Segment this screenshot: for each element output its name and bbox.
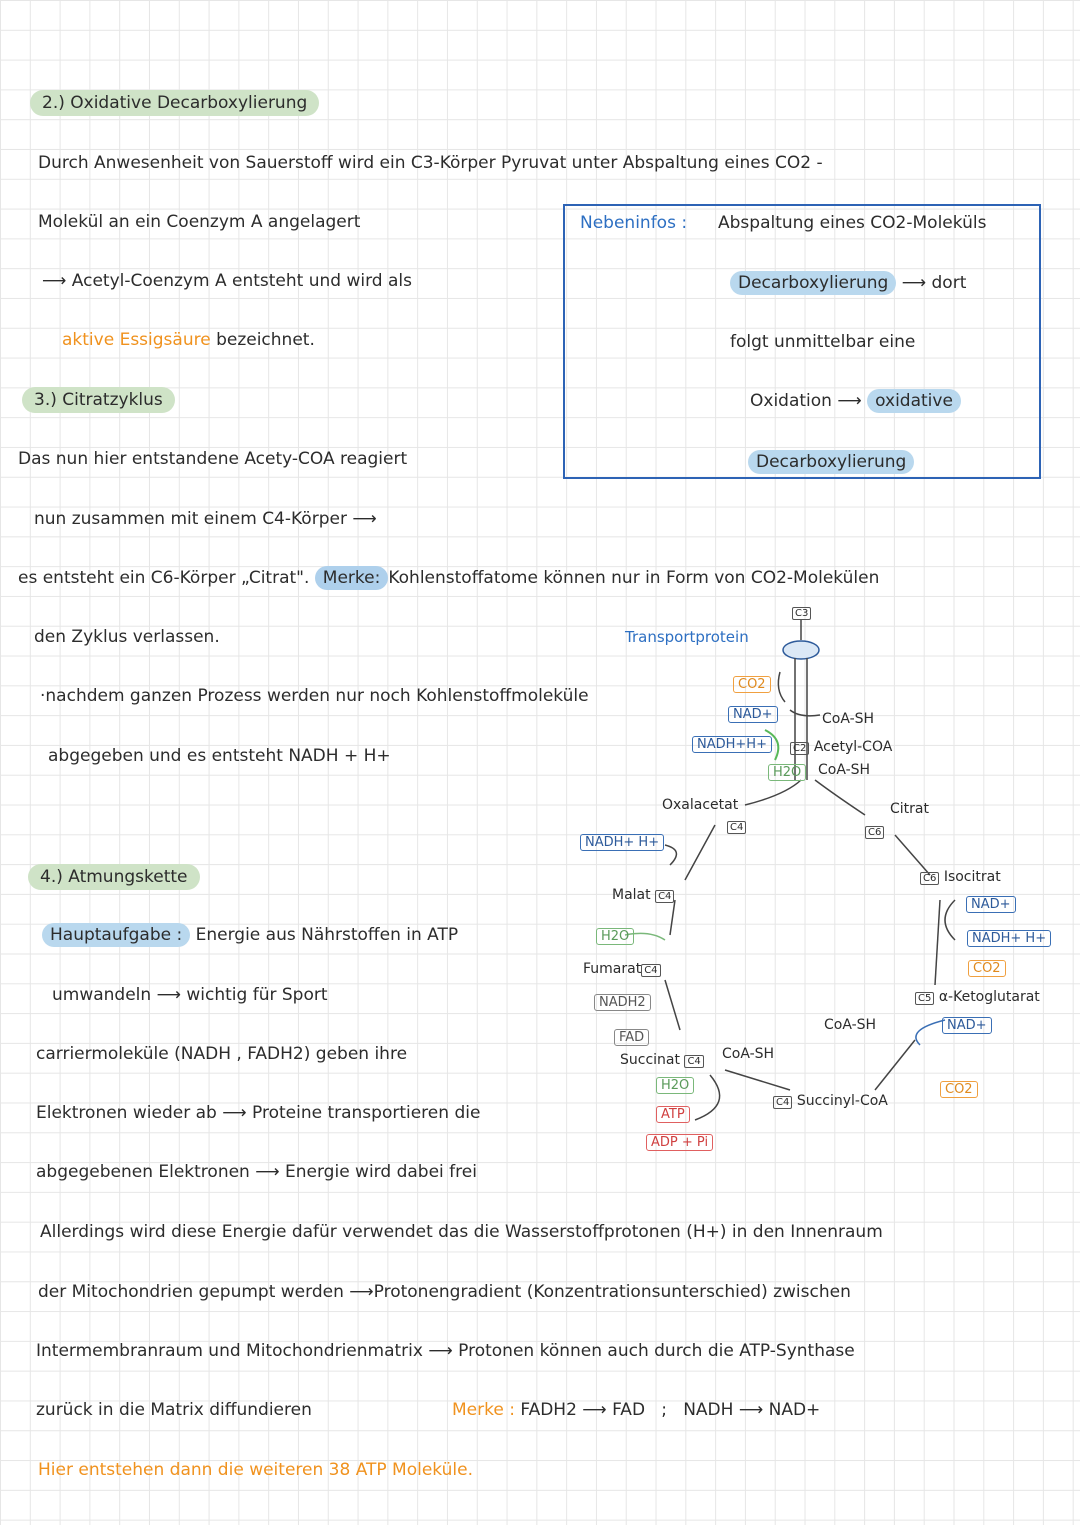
cycle-arrow-malat bbox=[670, 900, 675, 935]
s4-line2: umwandeln ⟶ wichtig für Sport bbox=[52, 985, 328, 1005]
atp-arrow bbox=[695, 1075, 720, 1120]
nad3-arrow bbox=[916, 1020, 945, 1045]
nad2-arrow bbox=[945, 900, 955, 940]
citrate-cycle-diagram bbox=[575, 600, 1080, 1160]
s3-line2: nun zusammen mit einem C4-Körper ⟶ bbox=[34, 509, 377, 529]
s4-line4: Elektronen wieder ab ⟶ Proteine transportieren die bbox=[36, 1103, 481, 1123]
s4-line5: abgegebenen Elektronen ⟶ Energie wird dabei frei bbox=[36, 1162, 477, 1182]
info-line2: Decarboxylierung ⟶ dort bbox=[730, 272, 966, 294]
s4-line3: carriermoleküle (NADH , FADH2) geben ihre bbox=[36, 1044, 408, 1064]
nadh-arrow bbox=[665, 845, 676, 865]
arrow-icon: ⟶ bbox=[42, 271, 72, 291]
cycle-arrow-fumarat bbox=[665, 980, 680, 1030]
cycle-arc-1 bbox=[745, 780, 801, 805]
s4-merke: Merke : FADH2 ⟶ FAD ; NADH ⟶ NAD+ bbox=[452, 1400, 821, 1420]
section3-heading: 3.) Citratzyklus bbox=[22, 389, 175, 411]
transport-channel bbox=[795, 658, 807, 780]
info-line3: folgt unmittelbar eine bbox=[730, 332, 916, 352]
s3-line5: ·nachdem ganzen Prozess werden nur noch Kohlenstoffmoleküle bbox=[40, 686, 589, 706]
cycle-arrow-succoa bbox=[875, 1040, 915, 1090]
s4-line1: Hauptaufgabe : Energie aus Nährstoffen in ATP bbox=[42, 924, 458, 946]
co2-arrow bbox=[778, 672, 785, 702]
s3-line4: den Zyklus verlassen. bbox=[34, 627, 220, 647]
s2-line1: Durch Anwesenheit von Sauerstoff wird ein C3-Körper Pyruvat unter Abspaltung eines CO2 - bbox=[38, 153, 823, 173]
cycle-arc-2 bbox=[815, 780, 865, 815]
section4-heading: 4.) Atmungskette bbox=[28, 866, 200, 888]
cycle-arrow-oxalacetat bbox=[685, 825, 715, 880]
s2-line4: aktive Essigsäure bezeichnet. bbox=[62, 330, 315, 350]
s2-line2: Molekül an ein Coenzym A angelagert bbox=[38, 212, 361, 232]
transport-protein-label: Transportprotein bbox=[625, 628, 749, 646]
s4-line10: Hier entstehen dann die weiteren 38 ATP Moleküle. bbox=[38, 1460, 473, 1480]
info-line5: Decarboxylierung bbox=[748, 451, 914, 473]
info-line4: Oxidation ⟶ oxidative bbox=[750, 390, 961, 412]
s3-line1: Das nun hier entstandene Acety-COA reagiert bbox=[18, 449, 408, 469]
cycle-arrow-succinat bbox=[725, 1070, 790, 1090]
info-line1: Abspaltung eines CO2-Moleküls bbox=[718, 213, 987, 233]
s4-line8: Intermembranraum und Mitochondrienmatrix ⟶ Protonen können auch durch die ATP-Synthase bbox=[36, 1341, 855, 1361]
cycle-arrow-akg bbox=[935, 900, 940, 985]
s4-line6: Allerdings wird diese Energie dafür verwendet das die Wasserstoffprotonen (H+) in den Innenraum bbox=[40, 1222, 883, 1242]
transport-protein-shape bbox=[783, 641, 819, 659]
s2-line3: ⟶ Acetyl-Coenzym A entsteht und wird als bbox=[42, 271, 412, 291]
s4-line7: der Mitochondrien gepumpt werden ⟶Protonengradient (Konzentrationsunterschied) zwischen bbox=[38, 1282, 851, 1302]
s3-line3: es entsteht ein C6-Körper „Citrat". Merke: Kohlenstoffatome können nur in Form von CO2-Molekülen bbox=[18, 568, 880, 588]
s3-line6: abgegeben und es entsteht NADH + H+ bbox=[48, 746, 391, 766]
s4-line9: zurück in die Matrix diffundieren bbox=[36, 1400, 312, 1420]
info-label: Nebeninfos : bbox=[580, 213, 688, 233]
section2-heading: 2.) Oxidative Decarboxylierung bbox=[30, 92, 319, 114]
